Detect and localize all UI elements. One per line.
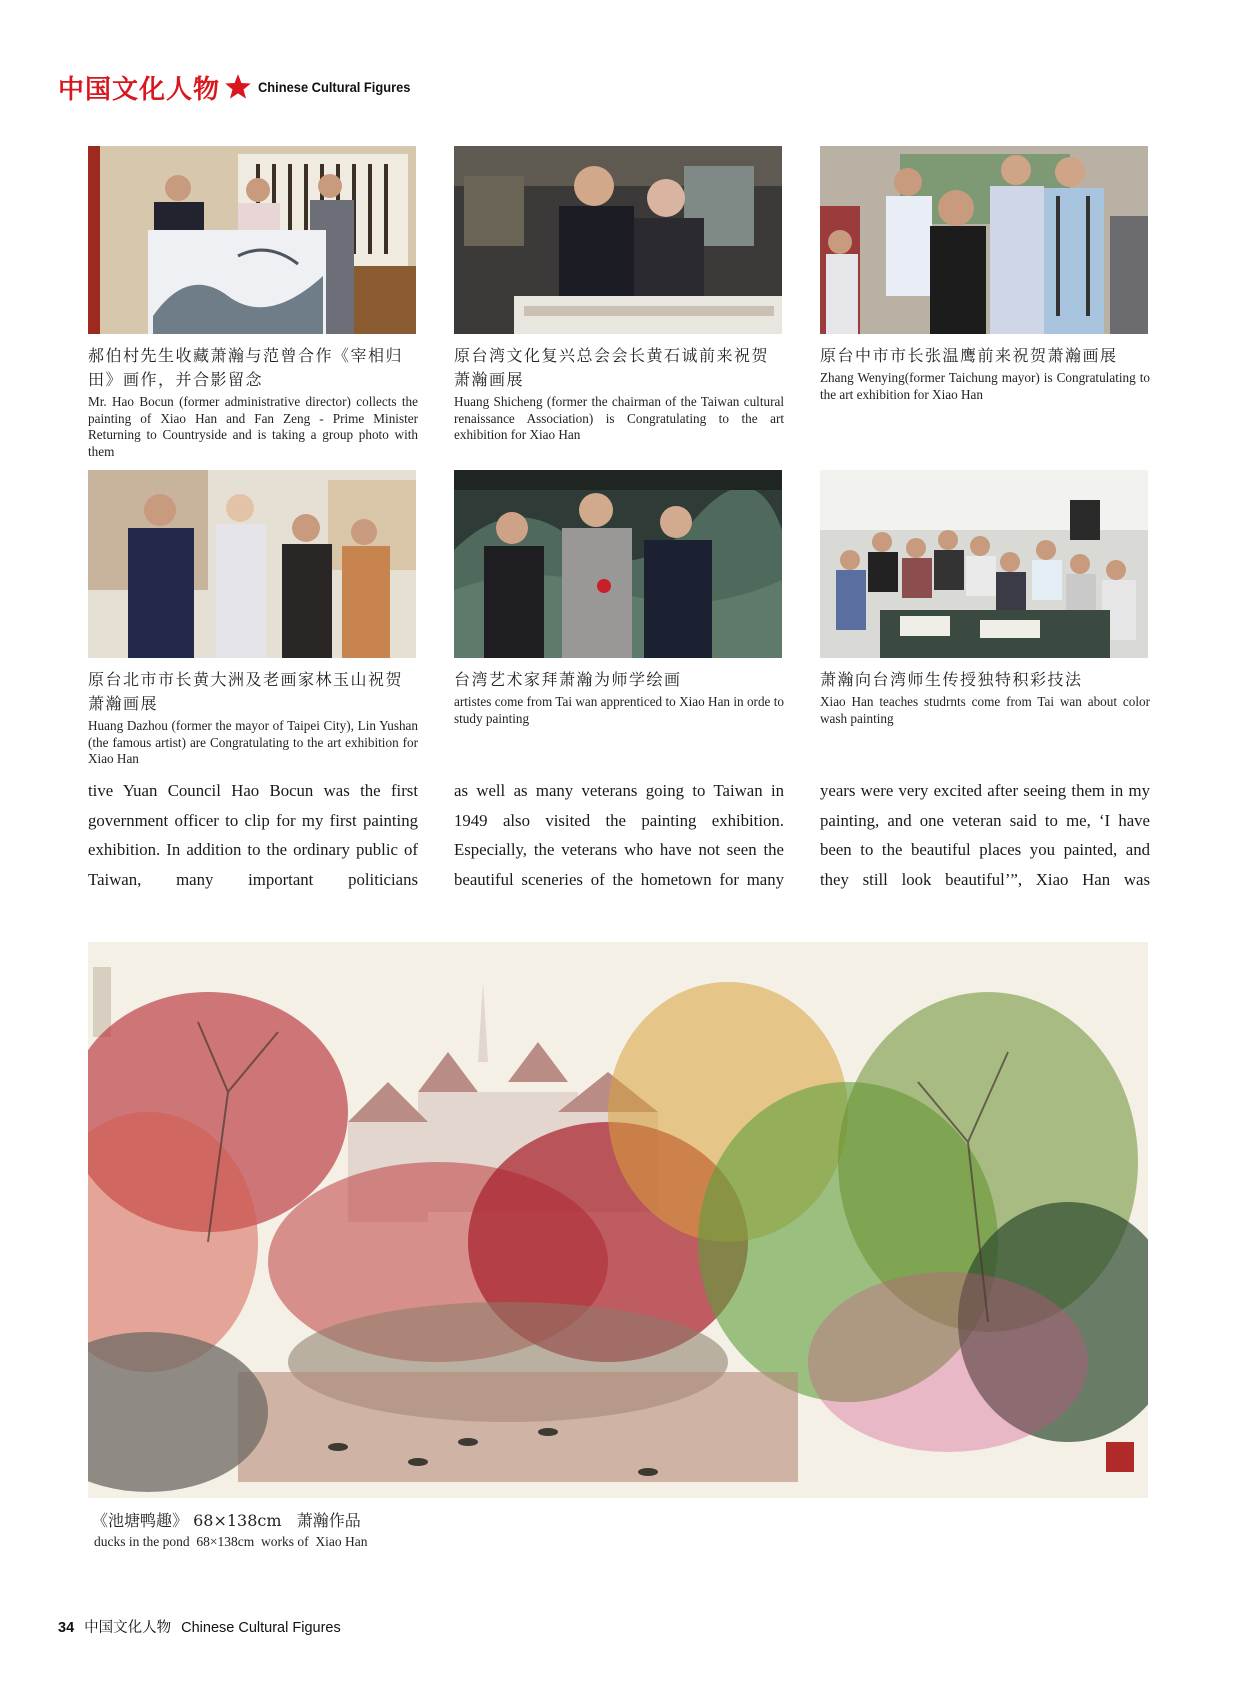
caption-cn: 原台湾文化复兴总会会长黄石诚前来祝贺萧瀚画展 (454, 346, 770, 389)
caption-cn: 原台中市市长张温鹰前来祝贺萧瀚画展 (820, 346, 1118, 365)
photo-teaching (820, 470, 1148, 658)
body-column-1: tive Yuan Council Hao Bocun was the first government officer to clip for my first painting exhibition. In addition to the ordinary public of Taiwan, many important politicians (88, 781, 418, 889)
caption-cn: 萧瀚向台湾师生传授独特积彩技法 (820, 670, 1083, 689)
page-number: 34 (58, 1620, 75, 1636)
caption-en: Huang Dazhou (former the mayor of Taipei City), Lin Yushan (the famous artist) are Congratulating to the art exhibition for Xiao Han (88, 718, 418, 766)
photo-taiwan-artists (454, 470, 782, 658)
caption-en: Xiao Han teaches studrnts come from Tai wan about color wash painting (820, 694, 1150, 726)
photo-caption-1 (88, 344, 418, 460)
page-footer (58, 1616, 341, 1637)
caption-en: Huang Shicheng (former the chairman of the Taiwan cultural renaissance Association) is Congratulating to the art exhibition for Xiao Han (454, 394, 784, 442)
brand-name-en: Chinese Cultural Figures (258, 79, 411, 95)
body-column-2: as well as many veterans going to Taiwan in 1949 also visited the painting exhibition. Especially, the veterans who have not seen the beautiful sceneries of the hometown for many (454, 781, 784, 889)
photo-caption-3 (820, 344, 1150, 403)
photo-huang-dazhou (88, 470, 416, 658)
body-column-3: years were very excited after seeing them in my painting, and one veteran said to me, ‘I have been to the beautiful places you painted, and they still look beautiful’”, Xiao Han was (820, 781, 1150, 889)
painting-caption-cn: 《池塘鸭趣》 68×138cm 萧瀚作品 (92, 1511, 361, 1530)
painting-ducks-in-pond (88, 942, 1148, 1498)
photo-hao-bocun (88, 146, 416, 334)
caption-cn: 郝伯村先生收藏萧瀚与范曾合作《宰相归田》画作，并合影留念 (88, 346, 404, 389)
footer-publication-en: Chinese Cultural Figures (181, 1620, 341, 1636)
photo-caption-5 (454, 668, 784, 727)
photo-caption-6 (820, 668, 1150, 727)
caption-en: artistes come from Tai wan apprenticed to Xiao Han in orde to study painting (454, 694, 784, 726)
photo-huang-shicheng (454, 146, 782, 334)
star-icon (224, 73, 252, 101)
brand-name-cn: 中国文化人物 (58, 74, 221, 105)
caption-cn: 台湾艺术家拜萧瀚为师学绘画 (454, 670, 682, 689)
photo-zhang-wenying (820, 146, 1148, 334)
caption-en: Zhang Wenying(former Taichung mayor) is Congratulating to the art exhibition for Xiao Han (820, 370, 1150, 402)
caption-cn: 原台北市市长黄大洲及老画家林玉山祝贺萧瀚画展 (88, 670, 404, 713)
footer-publication-cn: 中国文化人物 (84, 1620, 172, 1636)
photo-caption-2 (454, 344, 784, 444)
magazine-header (58, 70, 424, 104)
painting-caption-en: ducks in the pond 68×138cm works of Xiao Han (94, 1534, 368, 1549)
photo-caption-4 (88, 668, 418, 768)
caption-en: Mr. Hao Bocun (former administrative director) collects the painting of Xiao Han and Fan Zeng - Prime Minister Returning to Countryside and is taking a group photo with them (88, 394, 418, 459)
